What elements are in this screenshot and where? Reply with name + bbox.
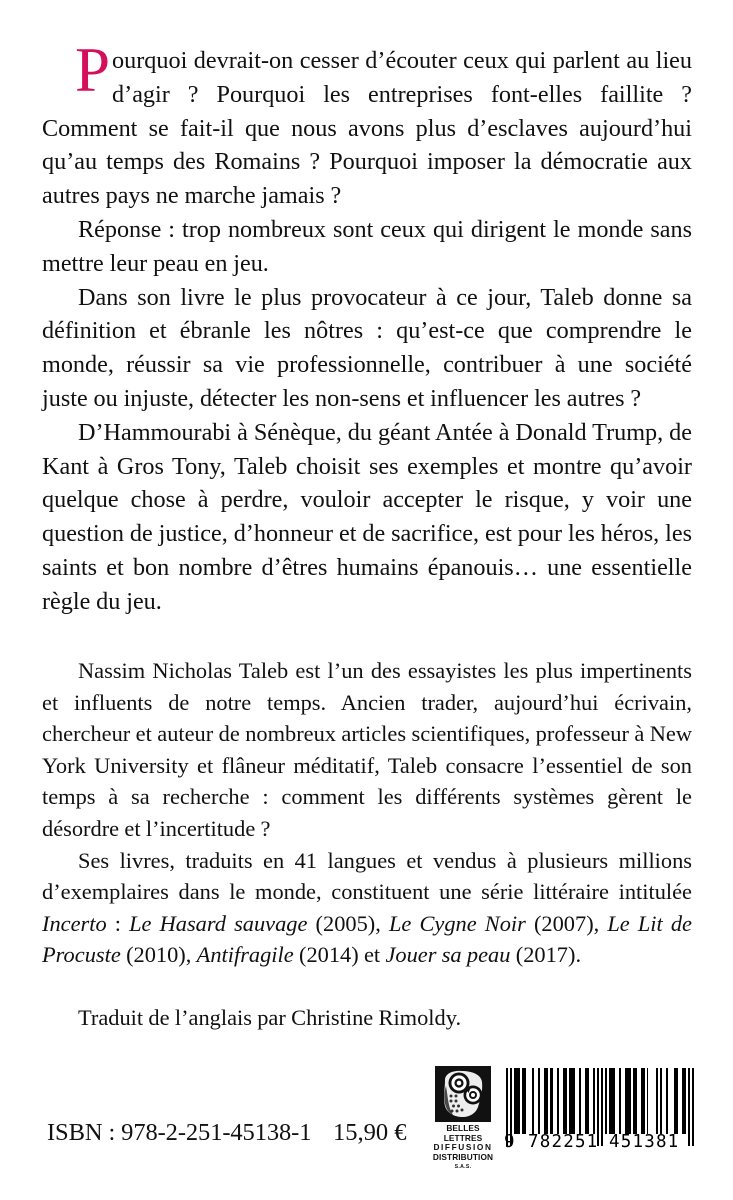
book-title-5: Jouer sa peau <box>385 942 511 968</box>
publisher-logo <box>432 1066 494 1173</box>
barcode-bars <box>506 1068 694 1134</box>
publisher-line-1: BELLES LETTRES <box>443 1123 483 1143</box>
book-title-3: Le Lit de Procuste <box>42 910 692 968</box>
publisher-line-2: DIFFUSION <box>433 1142 493 1152</box>
ean13-barcode <box>506 1068 694 1160</box>
translator-credit: Traduit de l’anglais par Christine Rimoldy. <box>78 1004 462 1030</box>
publisher-line-4: S.A.S. <box>454 1164 472 1170</box>
book-year-4: (2014) et <box>293 942 386 968</box>
books-intro-text: Ses livres, traduits en 41 langues et vendus à plusieurs millions d’exemplaires dans le monde, constituent une série littéraire intitulée <box>42 847 692 905</box>
bio-paragraph-biography: Nassim Nicholas Taleb est l’un des essayistes les plus impertinents et influents de notre temps. Ancien trader, aujourd’hui écrivain, chercheur et auteur de nombreux articles scientifiques, professeur à New York University et flâneur méditatif, Taleb consacre l’essentiel de son temps à sa recherche : comment les différents systèmes gèrent le désordre et l’incertitude ? <box>42 658 692 841</box>
bio-paragraph-books <box>42 845 692 971</box>
drop-cap-letter: P <box>75 35 111 105</box>
barcode-left-group: 782251 <box>528 1132 599 1152</box>
book-title-1: Le Hasard sauvage <box>129 910 308 936</box>
book-year-1: (2005), <box>307 910 389 936</box>
publisher-line-3: DISTRIBUTION <box>432 1151 494 1162</box>
barcode-right-group: 451381 <box>609 1132 680 1152</box>
barcode-lead-digit: 9 <box>504 1132 515 1152</box>
blurb-section <box>42 35 692 619</box>
blurb-paragraph-4: D’Hammourabi à Sénèque, du géant Antée à Donald Trump, de Kant à Gros Tony, Taleb choisit ses exemples et montre qu’avoir quelque chose à perdre, vouloir accepter le risque, y voir une question de justice, d’honneur et de sacrifice, est pour les héros, les saints et bon nombre d’êtres humains épanouis… une essentielle règle du jeu. <box>42 418 692 615</box>
price-text: 15,90 € <box>333 1119 407 1146</box>
book-year-3: (2010), <box>120 942 197 968</box>
book-title-4: Antifragile <box>196 942 294 968</box>
isbn-text: ISBN : 978-2-251-45138-1 <box>47 1119 312 1146</box>
book-title-2: Le Cygne Noir <box>388 910 526 936</box>
book-year-5: (2017). <box>510 942 582 968</box>
series-title: Incerto <box>42 910 107 936</box>
author-bio-section <box>42 655 692 1034</box>
barcode-digits <box>506 1132 694 1154</box>
owl-icon <box>435 1066 491 1122</box>
blurb-paragraph-1-text: ourquoi devrait-on cesser d’écouter ceux qui parlent au lieu d’agir ? Pourquoi les entreprises font-elles faillite ? Comment se fait-il que nous avons plus d’esclaves aujourd’hui qu’au temps des Romains ? Pourquoi imposer la démocratie aux autres pays ne marche jamais ? <box>42 47 692 210</box>
publisher-name-block <box>432 1124 494 1173</box>
footer-bar <box>0 1060 733 1170</box>
blurb-paragraph-2: Réponse : trop nombreux sont ceux qui dirigent le monde sans mettre leur peau en jeu. <box>42 215 692 277</box>
books-separator: : <box>106 910 130 936</box>
blurb-paragraph-3: Dans son livre le plus provocateur à ce jour, Taleb donne sa définition et ébranle les nôtres : qu’est-ce que comprendre le monde, réussir sa vie professionnelle, contribuer à une société juste ou injuste, détecter les non-sens et influencer les autres ? <box>42 283 692 412</box>
blurb-paragraph-1 <box>42 35 692 213</box>
book-year-2: (2007), <box>525 910 608 936</box>
